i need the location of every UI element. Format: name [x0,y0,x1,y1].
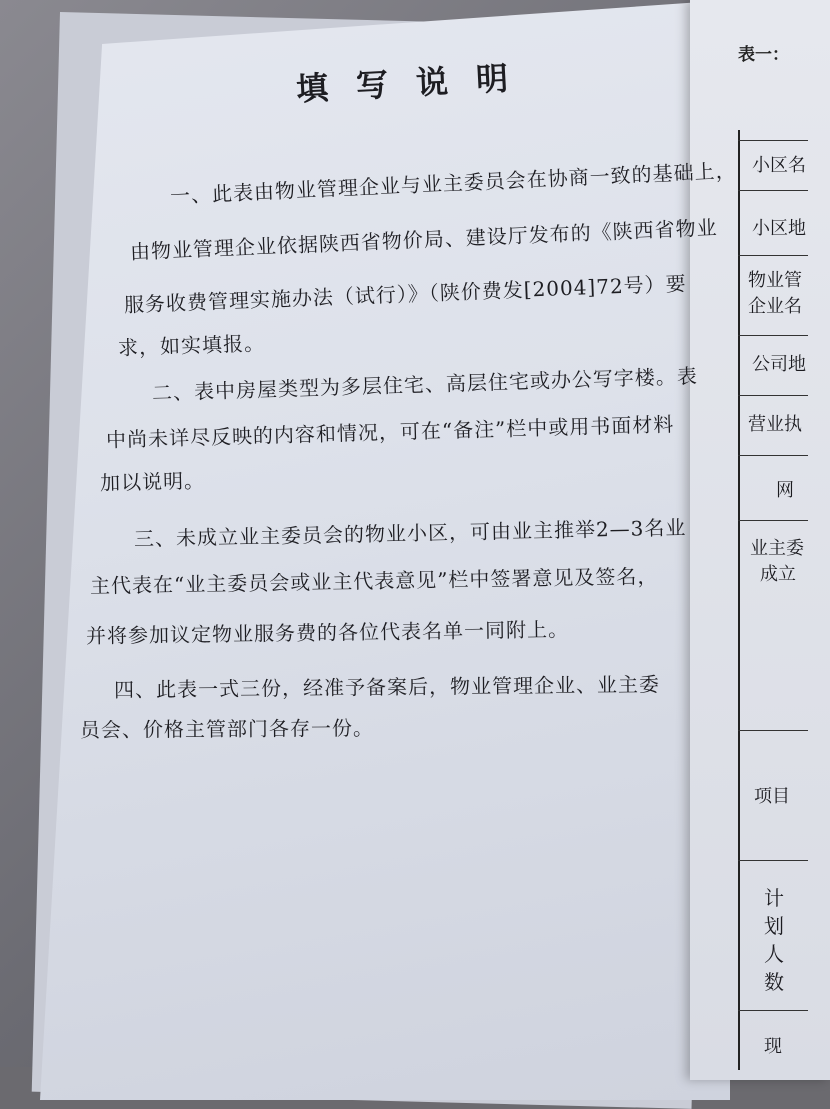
instruction-line: 求，如实填报。 [117,330,266,360]
table-rule [738,335,808,336]
instruction-line: 主代表在“业主委员会或业主代表意见”栏中签署意见及签名， [89,564,659,598]
table-rule [738,395,808,396]
table-row-label: 现 [764,1036,782,1057]
table-rule [738,860,808,861]
instruction-line: 并将参加议定物业服务费的各位代表名单一同附上。 [85,617,570,648]
instruction-line: 四、此表一式三份，经准予备案后，物业管理企业、业主委 [113,672,661,702]
table-row-label: 企业名 [748,296,802,317]
instruction-line: 二、表中房屋类型为多层住宅、高层住宅或办公写字楼。表 [151,363,699,405]
table-row-label: 公司地 [752,354,806,375]
table-rule [738,520,808,521]
table-row-label: 项目 [754,786,790,807]
instruction-line: 三、未成立业主委员会的物业小区，可由业主推举2—3名业 [133,515,687,551]
table-row-label: 营业执 [748,414,802,435]
instruction-line: 员会、价格主管部门各存一份。 [79,715,375,742]
table-rule [738,730,808,731]
table-row-label: 小区地 [752,218,806,239]
table-rule [738,255,808,256]
table-rule [738,1010,808,1011]
table-row-label: 网 [776,480,794,501]
table-row-label: 业主委 [750,538,804,559]
table-rule [738,190,808,191]
instruction-line: 加以说明。 [99,468,206,495]
instruction-line: 服务收费管理实施办法（试行）》（陕价费发[2004]72号）要 [123,271,688,317]
instruction-line: 一、此表由物业管理企业与业主委员会在协商一致的基础上， [169,158,738,208]
table-row-label-vertical: 计划人数 [764,886,784,994]
table-row-label: 成立 [760,564,796,585]
table-row-label: 小区名 [752,155,806,176]
instruction-line: 由物业管理企业依据陕西省物价局、建设厅发布的《陕西省物业 [129,215,719,264]
page-title: 填写说明 [295,57,537,109]
table-rule [738,455,808,456]
table-caption: 表一： [738,45,789,65]
instruction-line: 中尚未详尽反映的内容和情况，可在“备注”栏中或用书面材料 [105,412,675,452]
table-rule [738,140,808,141]
table-row-label: 物业管 [748,270,802,291]
